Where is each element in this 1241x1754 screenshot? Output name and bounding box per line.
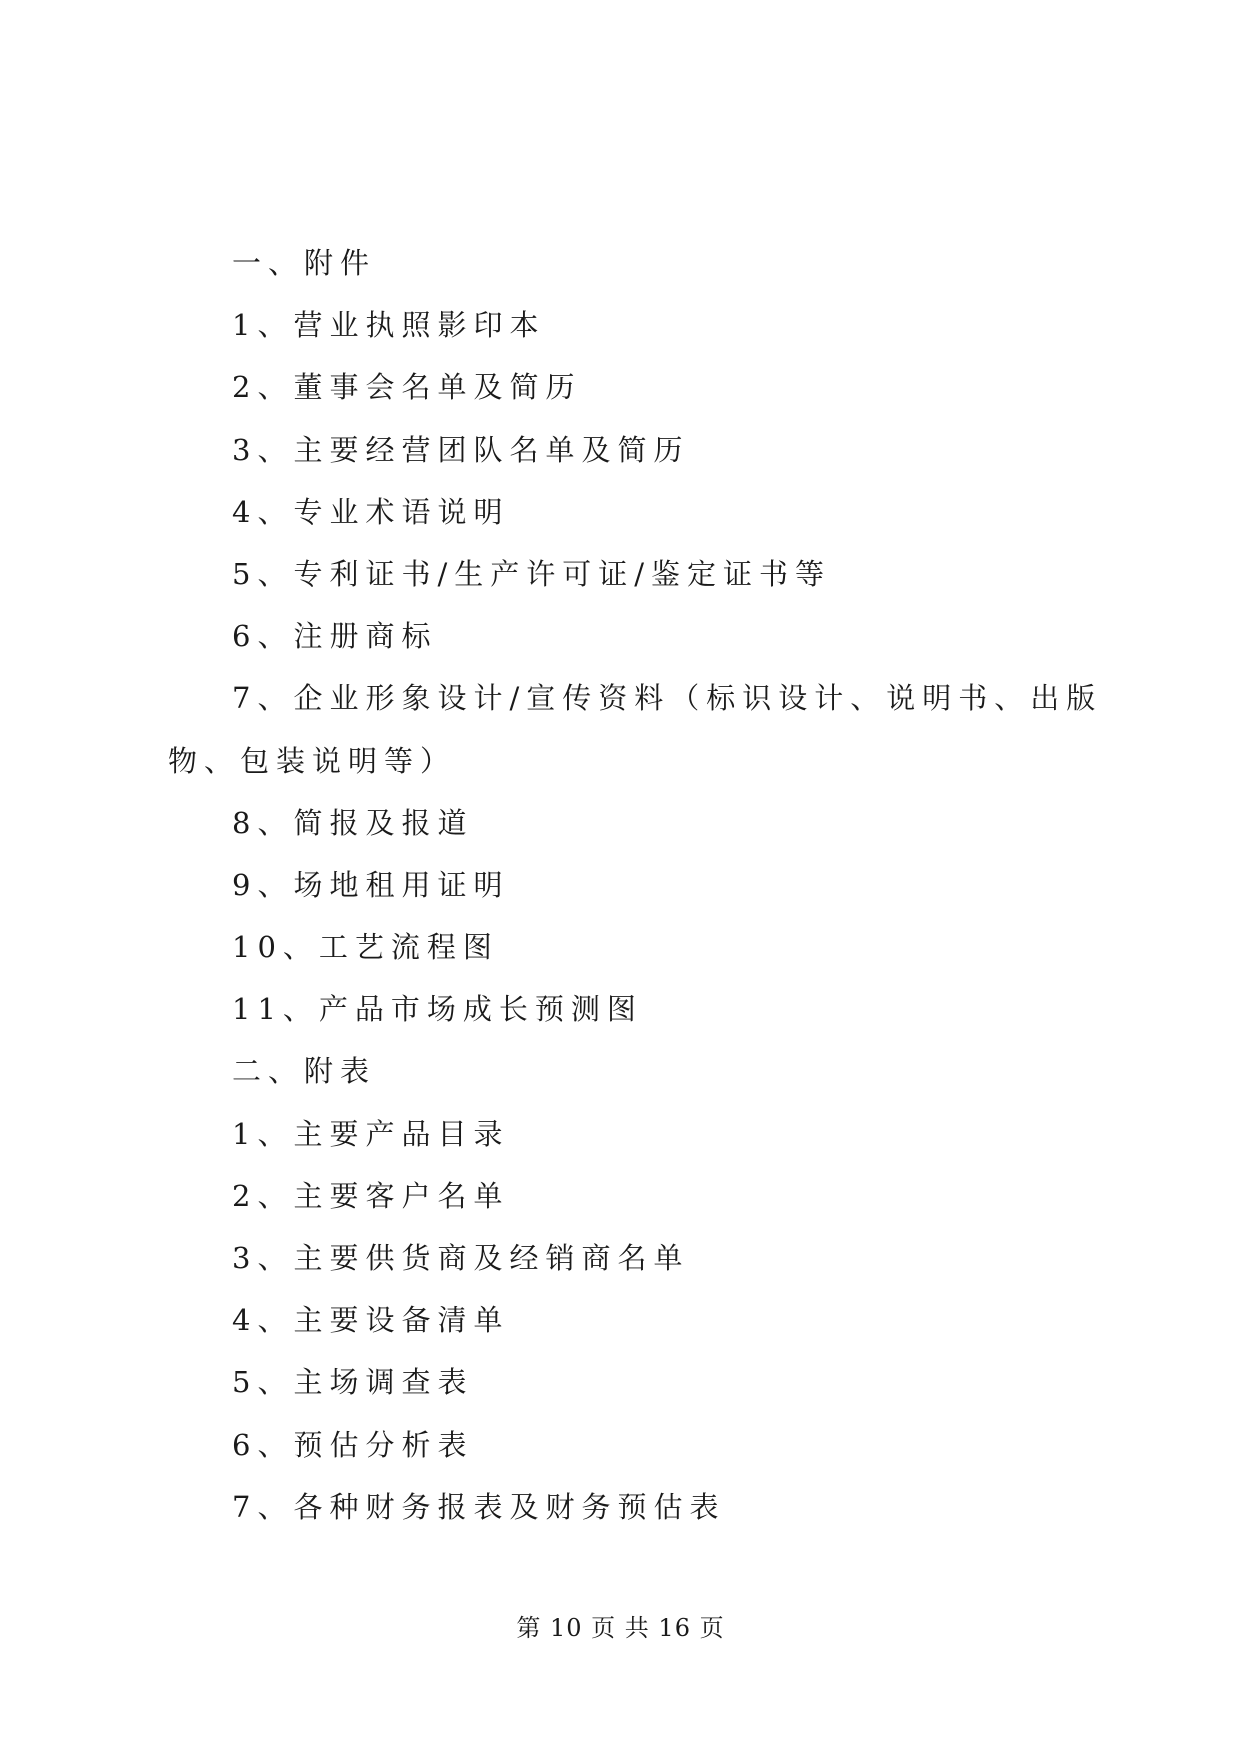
list-item: 2、董事会名单及简历 [232, 370, 582, 405]
list-item: 3、主要供货商及经销商名单 [232, 1241, 690, 1276]
section-heading-schedules: 二、附表 [232, 1054, 377, 1089]
list-item: 5、专利证书/生产许可证/鉴定证书等 [232, 556, 831, 591]
list-item: 4、专业术语说明 [232, 494, 510, 529]
list-item: 4、主要设备清单 [232, 1303, 510, 1338]
list-item: 2、主要客户名单 [232, 1178, 510, 1213]
list-item: 10、工艺流程图 [232, 930, 499, 965]
list-item: 11、产品市场成长预测图 [232, 992, 643, 1027]
page-number-footer: 第 10 页 共 16 页 [516, 1614, 725, 1642]
list-item: 6、注册商标 [232, 619, 438, 654]
document-body [168, 232, 1108, 1538]
list-item: 1、主要产品目录 [232, 1116, 510, 1151]
list-item: 7、各种财务报表及财务预估表 [232, 1489, 726, 1524]
list-item: 8、简报及报道 [232, 805, 474, 840]
list-item: 6、预估分析表 [232, 1427, 474, 1462]
list-item: 1、营业执照影印本 [232, 308, 546, 343]
list-item: 9、场地租用证明 [232, 867, 510, 902]
section-heading-attachments: 一、附件 [232, 246, 377, 280]
list-item: 3、主要经营团队名单及简历 [232, 432, 690, 467]
list-item: 5、主场调查表 [232, 1365, 474, 1400]
list-item: 7、企业形象设计/宣传资料（标识设计、说明书、出版物、包装说明等） [168, 681, 1103, 778]
